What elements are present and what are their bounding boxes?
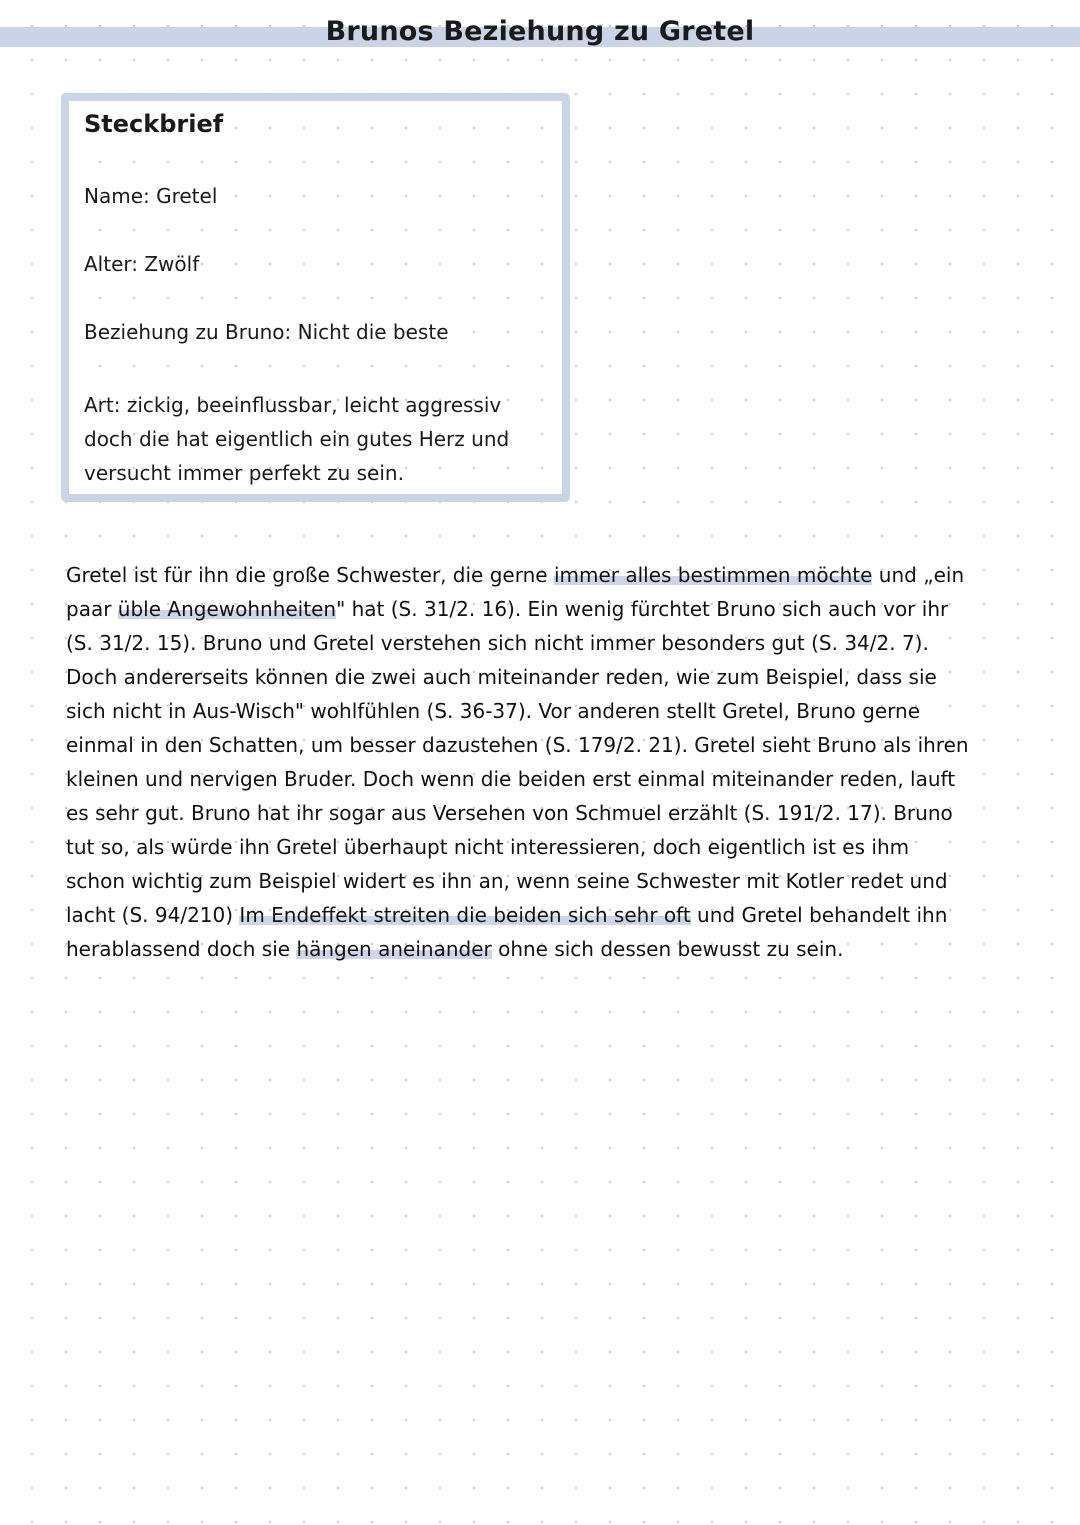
paragraph-line: Doch andererseits können die zwei auch miteinander reden, wie zum Beispiel, dass sie [66, 665, 937, 689]
highlighted-text: Im Endeffekt streiten die beiden sich sehr oft [239, 903, 691, 927]
page-title [0, 16, 1080, 47]
body-paragraph [66, 558, 1041, 966]
steckbrief-name: Name: Gretel [84, 184, 218, 208]
text-segment: ohne sich dessen bewusst zu sein. [491, 937, 844, 961]
paragraph-line: es sehr gut. Bruno hat ihr sogar aus Versehen von Schmuel erzählt (S. 191/2. 17). Bruno [66, 801, 953, 825]
paragraph-line: kleinen und nervigen Bruder. Doch wenn die beiden erst einmal miteinander reden, lauft [66, 767, 956, 791]
steckbrief-relation: Beziehung zu Bruno: Nicht die beste [84, 320, 449, 344]
paragraph-line [66, 932, 1041, 966]
paragraph-line: tut so, als würde ihn Gretel überhaupt nicht interessieren, doch eigentlich ist es ihm [66, 835, 910, 859]
text-segment: und „ein [872, 563, 965, 587]
highlighted-text: immer alles bestimmen möchte [553, 563, 873, 587]
text-segment: herablassend doch sie [66, 937, 297, 961]
page-title-text: Brunos Beziehung zu Gretel [325, 16, 755, 47]
steckbrief-age: Alter: Zwölf [84, 252, 200, 276]
highlighted-text: üble Angewohnheiten [117, 597, 337, 621]
steckbrief-character-line: versucht immer perfekt zu sein. [84, 461, 404, 485]
text-segment: und Gretel behandelt ihn [690, 903, 948, 927]
paragraph-line: schon wichtig zum Beispiel widert es ihn an, wenn seine Schwester mit Kotler redet und [66, 869, 948, 893]
steckbrief-character-line: doch die hat eigentlich ein gutes Herz und [84, 427, 510, 451]
text-segment: lacht (S. 94/210) [66, 903, 240, 927]
text-segment: " hat (S. 31/2. 16). Ein wenig fürchtet Bruno sich auch vor ihr [336, 597, 949, 621]
highlighted-text: hängen aneinander [296, 937, 492, 961]
paragraph-line [66, 592, 1041, 626]
paragraph-line: sich nicht in Aus-Wisch" wohlfühlen (S. 36-37). Vor anderen stellt Gretel, Bruno gerne [66, 699, 921, 723]
paragraph-line [66, 558, 1041, 592]
paragraph-line: einmal in den Schatten, um besser dazustehen (S. 179/2. 21). Gretel sieht Bruno als ihren [66, 733, 969, 757]
steckbrief-title: Steckbrief [84, 110, 224, 138]
paragraph-line: (S. 31/2. 15). Bruno und Gretel verstehen sich nicht immer besonders gut (S. 34/2. 7). [66, 631, 929, 655]
steckbrief-character-line: Art: zickig, beeinflussbar, leicht aggressiv [84, 393, 502, 417]
paragraph-line [66, 898, 1041, 932]
steckbrief-character [84, 388, 554, 490]
text-segment: Gretel ist für ihn die große Schwester, die gerne [66, 563, 554, 587]
text-segment: paar [66, 597, 118, 621]
